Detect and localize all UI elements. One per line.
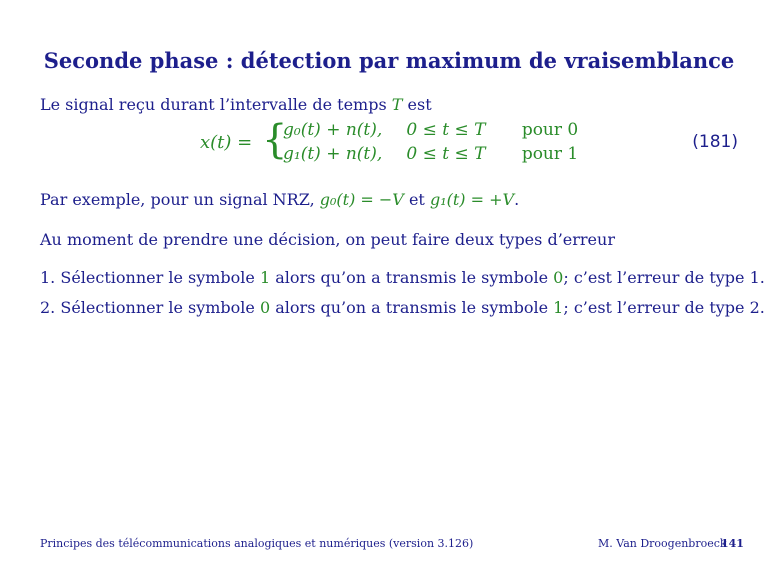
equation-brace: { <box>262 117 288 163</box>
intro-line <box>40 95 432 114</box>
error-item-2-symbol-sent: 1 <box>553 298 564 317</box>
equation-row-1-label: pour 0 <box>521 120 579 140</box>
equation-row-2-cond: 0 ≤ t ≤ T <box>406 144 486 164</box>
footer-page-number: 141 <box>721 537 744 550</box>
example-line <box>40 190 519 209</box>
error-item-1-end: ; c’est l’erreur de type 1. <box>563 268 765 287</box>
error-item-1 <box>40 268 765 287</box>
example-period: . <box>514 190 520 209</box>
error-item-2-end: ; c’est l’erreur de type 2. <box>563 298 765 317</box>
error-item-1-symbol-selected: 1 <box>259 268 271 287</box>
equation-row-1 <box>283 120 578 140</box>
intro-text: Le signal reçu durant l’intervalle de temps <box>40 95 387 114</box>
equation-row-1-expr: g₀(t) + n(t), <box>283 120 383 140</box>
error-item-1-text: Sélectionner le symbole <box>60 268 255 287</box>
error-item-2 <box>40 298 765 317</box>
error-item-2-text: Sélectionner le symbole <box>60 298 255 317</box>
equation-row-2-expr: g₁(t) + n(t), <box>283 144 383 164</box>
equation-lhs: x(t) = <box>200 132 253 153</box>
example-text: Par exemple, pour un signal NRZ, <box>40 190 315 209</box>
error-item-2-number: 2. <box>40 298 56 317</box>
error-item-1-middle: alors qu’on a transmis le symbole <box>275 268 549 287</box>
intro-variable: T <box>391 95 403 114</box>
equation-row-1-cond: 0 ≤ t ≤ T <box>406 120 486 140</box>
example-g1: g₁(t) = +V <box>429 190 515 209</box>
example-g0: g₀(t) = −V <box>319 190 404 209</box>
equation-row-2 <box>283 144 578 164</box>
equation-number: (181) <box>692 132 738 152</box>
footer-author: M. Van Droogenbroeck <box>598 537 727 550</box>
footer-course-title: Principes des télécommunications analogiques et numériques (version 3.126) <box>40 537 474 550</box>
slide-title: Seconde phase : détection par maximum de vraisemblance <box>43 48 735 73</box>
intro-text-end: est <box>407 95 432 114</box>
example-and: et <box>408 190 425 209</box>
equation-row-2-label: pour 1 <box>521 144 579 164</box>
error-item-2-symbol-selected: 0 <box>259 298 271 317</box>
decision-line: Au moment de prendre une décision, on peut faire deux types d’erreur <box>40 230 615 249</box>
error-item-1-number: 1. <box>40 268 56 287</box>
equation-181 <box>0 118 778 166</box>
error-item-2-middle: alors qu’on a transmis le symbole <box>275 298 549 317</box>
error-item-1-symbol-sent: 0 <box>553 268 564 287</box>
